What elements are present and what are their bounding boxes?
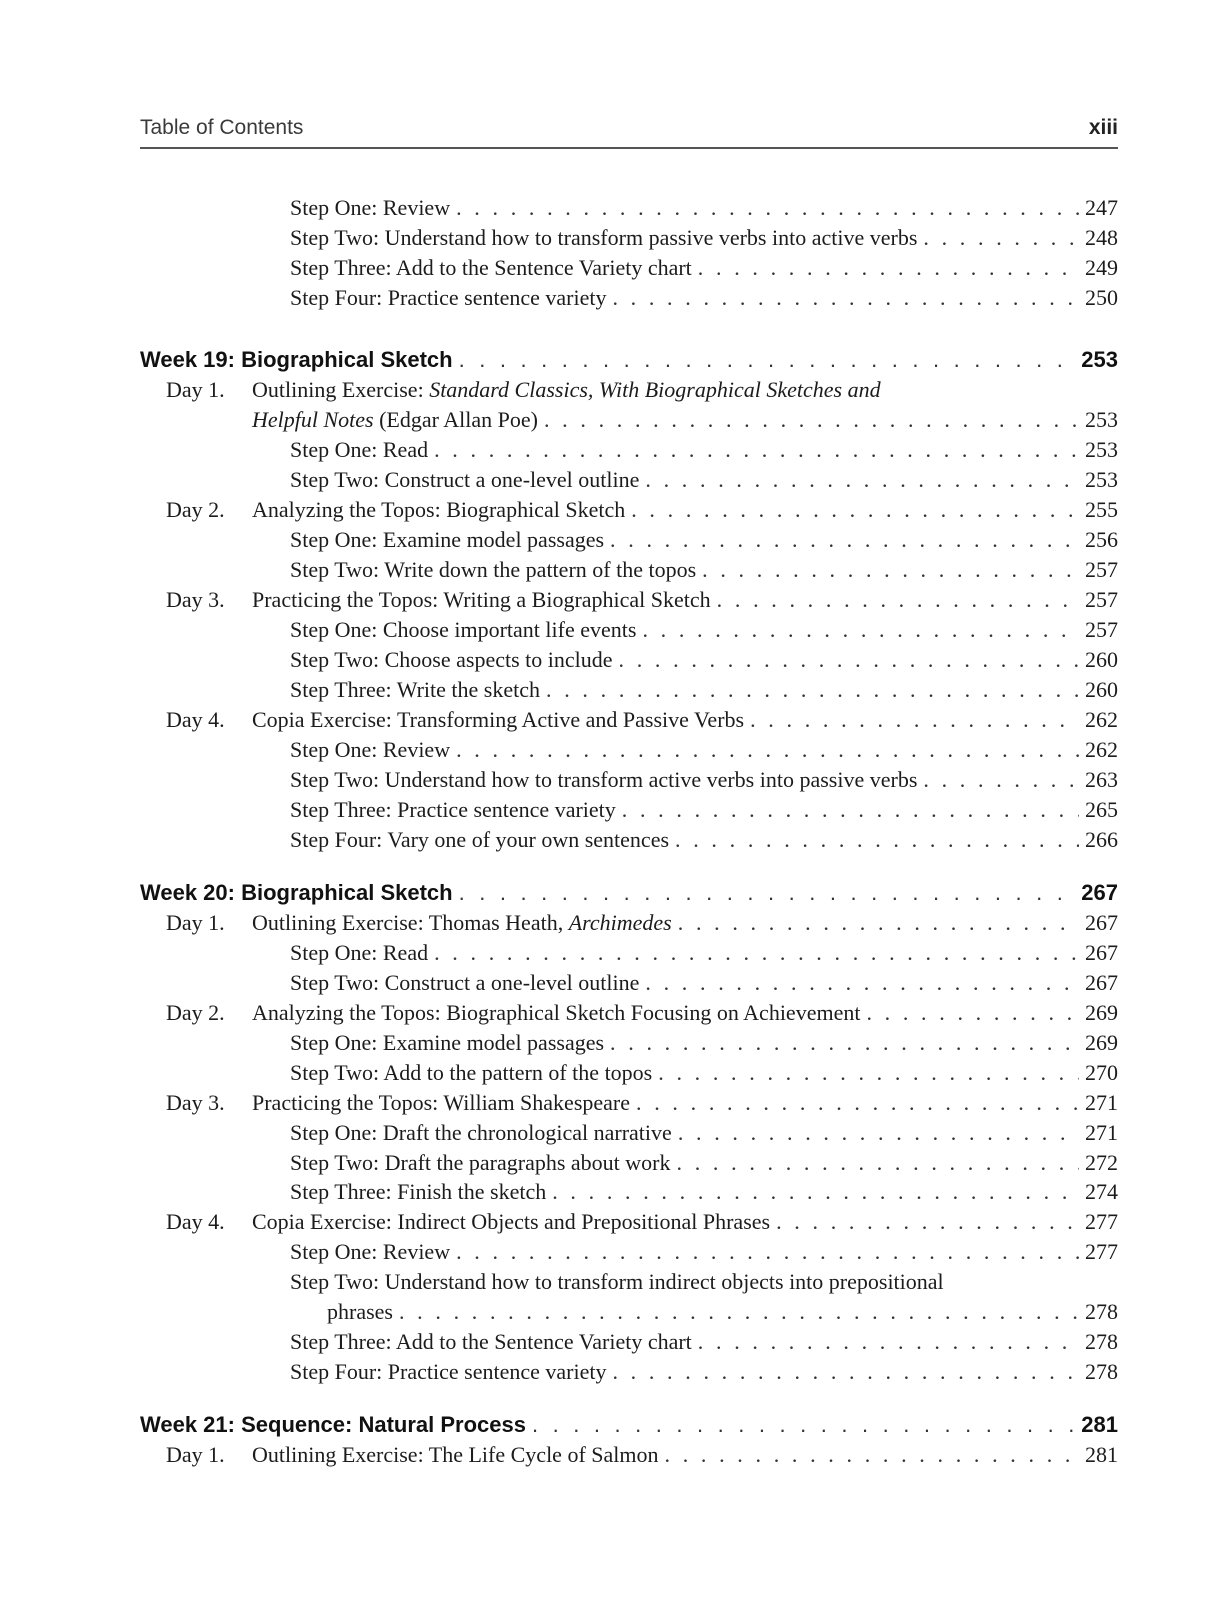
toc-entry (166, 1441, 1118, 1469)
toc-entry (290, 1149, 1118, 1177)
dot-leader (702, 556, 1079, 584)
entry-page: 263 (1085, 767, 1118, 792)
day-label: Day 3. (166, 1090, 225, 1115)
dot-leader (923, 224, 1079, 252)
toc-entry (290, 616, 1118, 644)
entry-title: Step Two: Write down the pattern of the topos (290, 557, 697, 582)
dot-leader (698, 1328, 1079, 1356)
entry-page: 257 (1085, 557, 1118, 582)
dot-leader (665, 1441, 1080, 1469)
dot-leader (434, 436, 1079, 464)
dot-leader (612, 284, 1079, 312)
dot-leader (459, 879, 1076, 907)
entry-page: 266 (1085, 827, 1118, 852)
dot-leader (776, 1208, 1079, 1236)
dot-leader (532, 1411, 1075, 1439)
entry-title: Step Three: Finish the sketch (290, 1179, 547, 1204)
dot-leader (645, 969, 1079, 997)
entry-page: 269 (1085, 1000, 1118, 1025)
entry-title: Step One: Draft the chronological narrative (290, 1120, 672, 1145)
toc-entry (290, 466, 1118, 494)
week-heading (140, 879, 1118, 907)
entry-title: Step Four: Vary one of your own sentences (290, 827, 670, 852)
toc-entry (290, 1238, 1118, 1266)
entry-page: 256 (1085, 527, 1118, 552)
entry-page: 274 (1085, 1179, 1118, 1204)
dot-leader (675, 826, 1079, 854)
entry-page: 248 (1085, 225, 1118, 250)
dot-leader (698, 254, 1079, 282)
dot-leader (612, 1358, 1079, 1386)
entry-title: Step Two: Add to the pattern of the topos (290, 1060, 653, 1085)
entry-title: Step One: Choose important life events (290, 617, 637, 642)
week-page: 253 (1081, 347, 1118, 372)
toc-entry-continuation (327, 1298, 1118, 1326)
entry-page: 247 (1085, 195, 1118, 220)
entry-title: Practicing the Topos: Writing a Biographical Sketch (252, 587, 711, 612)
toc-entry (166, 999, 1118, 1027)
entry-page: 253 (1085, 467, 1118, 492)
entry-title: Step One: Review (290, 1239, 451, 1264)
entry-page: 278 (1085, 1329, 1118, 1354)
entry-page: 278 (1085, 1299, 1118, 1324)
entry-page: 262 (1085, 707, 1118, 732)
dot-leader (610, 526, 1079, 554)
entry-title: Step Three: Practice sentence variety (290, 797, 616, 822)
dot-leader (678, 1119, 1079, 1147)
day-label: Day 2. (166, 497, 225, 522)
entry-page: 265 (1085, 797, 1118, 822)
entry-title: Step Two: Understand how to transform passive verbs into active verbs (290, 225, 918, 250)
running-head-title: Table of Contents (140, 116, 304, 139)
dot-leader (456, 1238, 1079, 1266)
entry-page: 281 (1085, 1442, 1118, 1467)
entry-title: Analyzing the Topos: Biographical Sketch (252, 497, 626, 522)
toc-entry (290, 1328, 1118, 1356)
dot-leader (636, 1089, 1079, 1117)
day-label: Day 1. (166, 377, 225, 402)
toc-entry (290, 676, 1118, 704)
toc-entry (290, 1178, 1118, 1206)
dot-leader (631, 496, 1079, 524)
entry-title: Step One: Review (290, 195, 451, 220)
dot-leader (750, 706, 1079, 734)
entry-page: 250 (1085, 285, 1118, 310)
toc-entry (290, 436, 1118, 464)
toc-entry (290, 284, 1118, 312)
entry-title: Step Four: Practice sentence variety (290, 1359, 607, 1384)
entry-page: 277 (1085, 1209, 1118, 1234)
dot-leader (622, 796, 1079, 824)
dot-leader (459, 346, 1076, 374)
entry-page: 253 (1085, 407, 1118, 432)
toc-entry (290, 194, 1118, 222)
entry-title-italic: Archimedes (568, 910, 672, 935)
dot-leader (456, 194, 1079, 222)
entry-page: 267 (1085, 970, 1118, 995)
dot-leader (678, 909, 1079, 937)
toc-entry (166, 586, 1118, 614)
entry-page: 262 (1085, 737, 1118, 762)
toc-entry (290, 1358, 1118, 1386)
dot-leader (552, 1178, 1079, 1206)
entry-title (252, 406, 538, 434)
dot-leader (677, 1149, 1079, 1177)
dot-leader (645, 466, 1079, 494)
week-title: Week 21: Sequence: Natural Process (140, 1412, 526, 1437)
day-label: Day 1. (166, 1442, 225, 1467)
entry-title: phrases (327, 1299, 393, 1324)
toc-entry (290, 1029, 1118, 1057)
entry-page: 255 (1085, 497, 1118, 522)
entry-title-part: Outlining Exercise: (252, 377, 430, 402)
dot-leader (434, 939, 1079, 967)
toc-entry (290, 556, 1118, 584)
entry-page: 277 (1085, 1239, 1118, 1264)
entry-title-italic: Standard Classics, With Biographical Sketches and (429, 377, 881, 402)
entry-title: Copia Exercise: Transforming Active and Passive Verbs (252, 707, 745, 732)
dot-leader (642, 616, 1079, 644)
day-label: Day 2. (166, 1000, 225, 1025)
dot-leader (923, 766, 1079, 794)
week-page: 267 (1081, 880, 1118, 905)
page-number: xiii (1088, 116, 1118, 139)
toc-entry (290, 826, 1118, 854)
day-label: Day 4. (166, 1209, 225, 1234)
entry-title: Analyzing the Topos: Biographical Sketch Focusing on Achievement (252, 1000, 861, 1025)
dot-leader (456, 736, 1079, 764)
entry-title: Step Two: Understand how to transform active verbs into passive verbs (290, 767, 918, 792)
toc-entry (166, 1208, 1118, 1236)
toc-entry (290, 646, 1118, 674)
toc-entry (290, 736, 1118, 764)
entry-page: 269 (1085, 1030, 1118, 1055)
toc-entry (166, 1089, 1118, 1117)
entry-title: Step Two: Construct a one-level outline (290, 970, 640, 995)
toc-entry (290, 969, 1118, 997)
entry-page: 271 (1085, 1120, 1118, 1145)
entry-page: 278 (1085, 1359, 1118, 1384)
entry-title: Copia Exercise: Indirect Objects and Prepositional Phrases (252, 1209, 771, 1234)
day-label: Day 4. (166, 707, 225, 732)
entry-page: 260 (1085, 677, 1118, 702)
week-page: 281 (1081, 1412, 1118, 1437)
entry-page: 270 (1085, 1060, 1118, 1085)
dot-leader (619, 646, 1079, 674)
entry-title: Step One: Examine model passages (290, 1030, 605, 1055)
day-label: Day 1. (166, 910, 225, 935)
toc-entry (290, 1268, 1118, 1296)
week-heading (140, 346, 1118, 374)
dot-leader (546, 676, 1079, 704)
entry-title: Step One: Read (290, 940, 429, 965)
toc-entry (290, 796, 1118, 824)
entry-page: 249 (1085, 255, 1118, 280)
entry-title: Step One: Read (290, 437, 429, 462)
entry-page: 257 (1085, 587, 1118, 612)
entry-page: 267 (1085, 910, 1118, 935)
dot-leader (610, 1029, 1079, 1057)
toc-entry (166, 376, 1118, 404)
day-label: Day 3. (166, 587, 225, 612)
toc-entry-continuation (252, 406, 1118, 434)
dot-leader (399, 1298, 1079, 1326)
entry-page: 257 (1085, 617, 1118, 642)
toc-entry (290, 526, 1118, 554)
entry-title (252, 376, 881, 404)
entry-title: Practicing the Topos: William Shakespeare (252, 1090, 631, 1115)
entry-page: 260 (1085, 647, 1118, 672)
toc-entry (166, 706, 1118, 734)
entry-title-part: (Edgar Allan Poe) (373, 407, 538, 432)
entry-title (252, 909, 672, 937)
entry-title: Step Four: Practice sentence variety (290, 285, 607, 310)
entry-title-italic: Helpful Notes (252, 407, 374, 432)
entry-title: Step Two: Construct a one-level outline (290, 467, 640, 492)
toc-entry (290, 224, 1118, 252)
running-head (140, 114, 1118, 144)
toc-entry (166, 496, 1118, 524)
dot-leader (544, 406, 1079, 434)
week-title: Week 20: Biographical Sketch (140, 880, 453, 905)
toc-entry (290, 1119, 1118, 1147)
entry-title: Outlining Exercise: The Life Cycle of Salmon (252, 1442, 659, 1467)
entry-page: 253 (1085, 437, 1118, 462)
dot-leader (717, 586, 1079, 614)
entry-page: 271 (1085, 1090, 1118, 1115)
entry-title: Step Three: Add to the Sentence Variety chart (290, 255, 692, 280)
entry-page: 272 (1085, 1150, 1118, 1175)
toc-entry (290, 1059, 1118, 1087)
week-title: Week 19: Biographical Sketch (140, 347, 453, 372)
toc-entry (166, 909, 1118, 937)
entry-title: Step Three: Add to the Sentence Variety chart (290, 1329, 692, 1354)
dot-leader (866, 999, 1079, 1027)
entry-title: Step Two: Choose aspects to include (290, 647, 613, 672)
entry-title: Step One: Examine model passages (290, 527, 605, 552)
entry-title-part: Outlining Exercise: Thomas Heath, (252, 910, 569, 935)
entry-page: 267 (1085, 940, 1118, 965)
entry-title: Step Three: Write the sketch (290, 677, 541, 702)
header-rule (140, 147, 1118, 149)
entry-title: Step One: Review (290, 737, 451, 762)
dot-leader (658, 1059, 1079, 1087)
toc-entry (290, 766, 1118, 794)
toc-entry (290, 939, 1118, 967)
toc-entry (290, 254, 1118, 282)
entry-title: Step Two: Draft the paragraphs about work (290, 1150, 671, 1175)
week-heading (140, 1411, 1118, 1439)
entry-title: Step Two: Understand how to transform indirect objects into prepositional (290, 1269, 944, 1294)
